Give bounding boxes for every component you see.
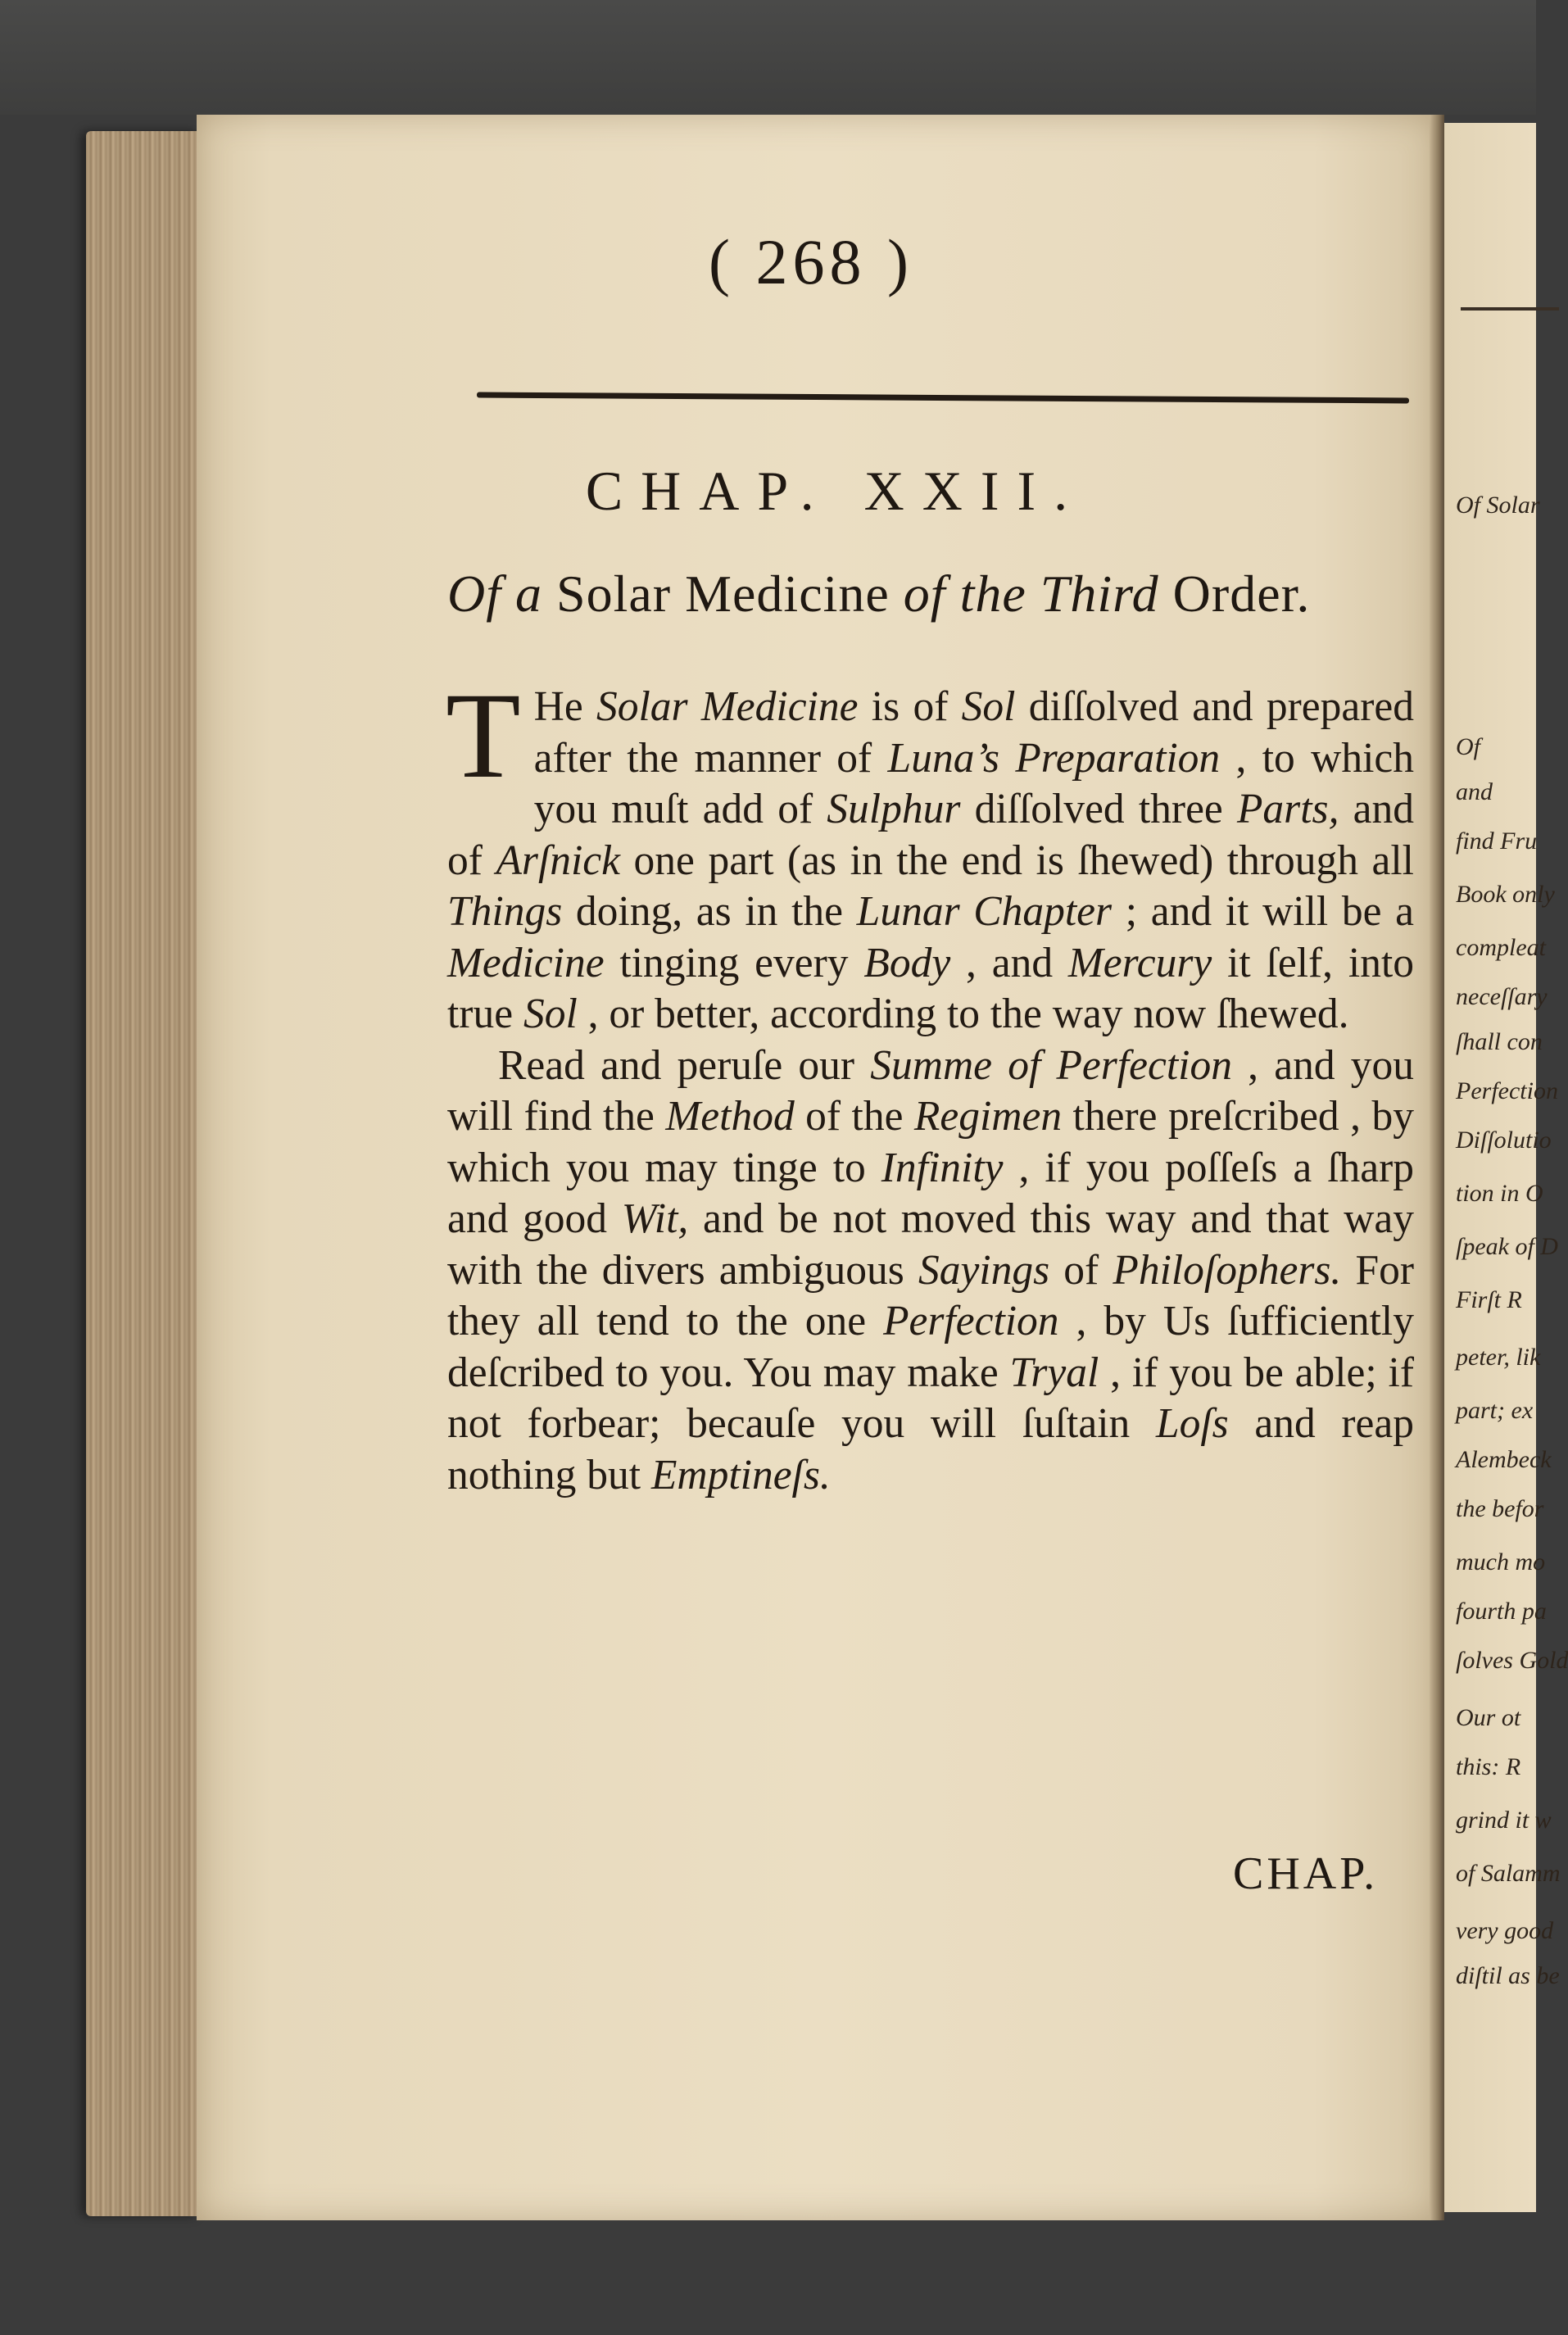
adjacent-page-line: Diſſolutio [1456, 1127, 1552, 1154]
text-run: , and you will find the [447, 1041, 1415, 1140]
adjacent-page-line: of Salamm [1456, 1860, 1561, 1887]
chapter-title: CHAP. XXII. [585, 460, 1086, 522]
adjacent-page-line: grind it w [1456, 1807, 1552, 1834]
adjacent-page-line: ſpeak of D [1456, 1233, 1558, 1260]
text-run: Things [447, 888, 563, 935]
catchword: CHAP. [1233, 1848, 1379, 1899]
chapter-subtitle [447, 564, 1422, 624]
text-run: Perfection [883, 1298, 1059, 1344]
book-gutter [1430, 115, 1444, 2220]
adjacent-page-line: compleat [1456, 934, 1546, 961]
text-run: doing, as in the [562, 888, 857, 935]
text-run: , by Us ſufficiently deſcribed to you. You may make [447, 1298, 1414, 1396]
adjacent-page-line: Alembeck [1456, 1446, 1552, 1473]
adjacent-page-line: much mo [1456, 1548, 1546, 1576]
text-run: Sol [961, 683, 1016, 730]
text-run: Read and peruſe our [498, 1041, 871, 1089]
text-run: Lunar Chapter [856, 888, 1113, 935]
page-number: ( 268 ) [709, 226, 913, 297]
paragraph-1 [446, 668, 1414, 1041]
text-run: Tryal [1009, 1349, 1099, 1396]
body-text [446, 668, 1415, 1501]
text-run: Solar Medicine [596, 683, 859, 730]
adjacent-page-line: fourth pa [1456, 1598, 1547, 1625]
text-run: Parts, [1236, 786, 1339, 832]
subtitle-part: Of a [447, 564, 542, 623]
paragraph-2 [447, 1041, 1414, 1502]
text-run: , to which you muſt add of [533, 734, 1414, 832]
text-run: Regimen [913, 1093, 1063, 1140]
text-run: tinging every [604, 939, 864, 986]
subtitle-part: Solar Medicine [556, 564, 890, 623]
text-run: Arſnick [496, 837, 621, 884]
text-run: there preſcribed , by which you may tinge to [447, 1093, 1414, 1191]
subtitle-part: of the Third [903, 564, 1159, 623]
text-run: and be not moved this way and that way with the divers ambiguous [447, 1195, 1414, 1294]
adjacent-page-line: the befor [1456, 1495, 1544, 1522]
adjacent-page [1444, 123, 1568, 2212]
adjacent-page-line: this: R [1456, 1753, 1521, 1780]
text-run: diſſolved and prepared after the manner of [533, 683, 1414, 782]
text-run: Infinity [881, 1144, 1004, 1191]
text-run: it ſelf, into true [447, 939, 1414, 1037]
adjacent-page-line: neceſſary [1456, 983, 1548, 1010]
text-run: ; and it will be a [1112, 888, 1414, 935]
text-run: one part (as in the end is ſhewed) through all [620, 837, 1414, 884]
text-run: Emptineſs. [650, 1451, 831, 1498]
adjacent-page-line: ſhall con [1456, 1028, 1543, 1055]
text-run: and reap nothing but [447, 1400, 1414, 1498]
text-run: , if you be able; if not forbear; becauſe you will ſuſtain [447, 1349, 1414, 1447]
book-page-edges [86, 131, 201, 2216]
adjacent-page-line: diſtil as be [1456, 1962, 1560, 1989]
adjacent-page-line: Firſt R [1456, 1286, 1522, 1313]
text-run: For they all tend to the one [447, 1246, 1414, 1344]
scan-backdrop [0, 0, 1536, 115]
text-run: Loſs [1155, 1400, 1229, 1447]
text-run: Mercury [1067, 939, 1212, 986]
text-run: Philoſophers. [1113, 1246, 1342, 1294]
text-run: Summe of Perfection [870, 1041, 1232, 1089]
text-run: of [1049, 1246, 1113, 1294]
text-run: , if you poſſeſs a ſharp and good [447, 1144, 1414, 1242]
text-run: Medicine [447, 939, 605, 986]
adjacent-page-line: Book only [1456, 881, 1555, 908]
text-run: of the [794, 1093, 914, 1140]
text-run: is of [858, 683, 962, 730]
adjacent-page-line: tion in O [1456, 1180, 1543, 1207]
adjacent-page-line: Perfection [1456, 1077, 1558, 1104]
adjacent-page-line: and [1456, 778, 1493, 805]
text-run: diſſolved three [960, 786, 1237, 832]
text-run: , or better, according to the way now ſhewed. [577, 991, 1349, 1037]
text-run: Sol [523, 991, 578, 1037]
adjacent-page-line: Our ot [1456, 1704, 1521, 1731]
drop-cap: T [446, 668, 521, 804]
adjacent-page-line: peter, lik [1456, 1344, 1541, 1371]
text-run: Wit, [621, 1195, 689, 1242]
adjacent-page-line: find Fru [1456, 827, 1538, 855]
subtitle-part: Order. [1172, 564, 1311, 623]
text-run: Luna’s Preparation [887, 734, 1221, 782]
adjacent-page-line: Of [1456, 733, 1480, 760]
text-run: Sulphur [827, 786, 961, 832]
text-run: Method [665, 1093, 795, 1140]
adjacent-page-line: ſolves Gold [1456, 1647, 1568, 1674]
adjacent-page-line: part; ex [1456, 1397, 1534, 1424]
text-run: Sayings [918, 1246, 1050, 1294]
adjacent-page-rule [1461, 307, 1559, 311]
text-run: Body [863, 939, 951, 986]
text-run: He [533, 683, 596, 730]
adjacent-page-line: very good [1456, 1917, 1554, 1944]
text-run: and of [447, 786, 1414, 884]
text-run: , and [950, 939, 1068, 986]
adjacent-page-line: Of Solar [1456, 492, 1540, 519]
